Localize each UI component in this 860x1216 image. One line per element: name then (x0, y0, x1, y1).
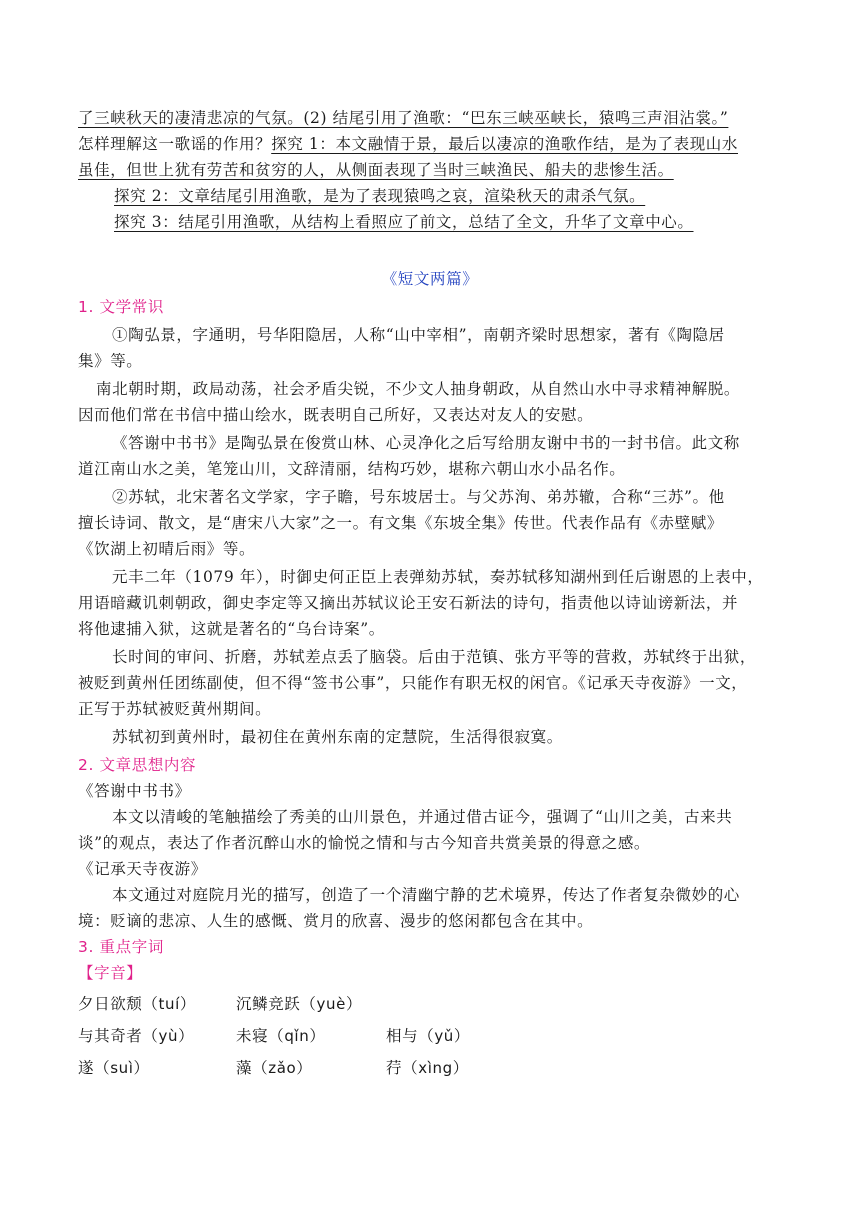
word-pinyin: yù (158, 1027, 179, 1045)
word-text: 荇 (386, 1059, 403, 1077)
para-shenwen-1: 长时间的审问、折磨，苏轼差点丢了脑袋。后由于范镇、张方平等的营救，苏轼终于出狱， (112, 648, 757, 666)
word-pinyin: suì (110, 1059, 134, 1077)
para-sushi-3: 《饮湖上初晴后雨》等。 (78, 540, 256, 558)
word-item: 夕日欲颓（tuí） (78, 995, 196, 1013)
word-text: 相与 (386, 1027, 419, 1045)
word-item: 沉鳞竞跃（yuè） (236, 995, 363, 1013)
word-pinyin: qǐn (284, 1027, 310, 1045)
word-pinyin: yuè (316, 995, 346, 1013)
para-shenwen-3: 正写于苏轼被贬黄州期间。 (78, 700, 272, 718)
para-daxie-2: 道江南山水之美，笔笼山川，文辞清丽，结构巧妙，堪称六朝山水小品名作。 (78, 460, 626, 478)
word-pinyin: yǔ (434, 1027, 454, 1045)
para-yuanfeng-3: 将他逮捕入狱，这就是著名的“乌台诗案”。 (78, 620, 385, 638)
word-text: 未寝 (236, 1027, 269, 1045)
para-nanbei-1: 南北朝时期，政局动荡，社会矛盾尖锐，不少文人抽身朝政，从自然山水中寻求精神解脱。 (96, 380, 741, 398)
para-tao-1: ①陶弘景，字通明，号华阳隐居，人称“山中宰相”，南朝齐梁时思想家，著有《陶隐居 (112, 326, 725, 344)
para-daxie-1: 《答谢中书书》是陶弘景在俊赏山林、心灵净化之后写给朋友谢中书的一封书信。此文称 (112, 434, 740, 452)
subhead-daxie: 《答谢中书书》 (78, 782, 191, 800)
word-item: 藻（zǎo） (236, 1059, 313, 1077)
section-title: 《短文两篇》 (381, 270, 479, 288)
word-item: 相与（yǔ） (386, 1027, 471, 1045)
para-shenwen-2: 被贬到黄州任团练副使，但不得“签书公事”，只能作有职无权的闲官。《记承天寺夜游》一文， (78, 674, 748, 692)
para-sushi-2: 擅长诗词、散文，是“唐宋八大家”之一。有文集《东坡全集》传世。代表作品有《赤壁赋》 (78, 514, 723, 532)
para-sushi-1: ②苏轼，北宋著名文学家，字子瞻，号东坡居士。与父苏洵、弟苏辙，合称“三苏”。他 (112, 488, 725, 506)
top-line-4: 探究 2：文章结尾引用渔歌，是为了表现猿鸣之哀，渲染秋天的肃杀气氛。 (114, 187, 646, 205)
top-line-5: 探究 3：结尾引用渔歌，从结构上看照应了前文，总结了全文，升华了文章中心。 (114, 213, 694, 231)
para-yuanfeng-2: 用语暗藏讥刺朝政，御史李定等又摘出苏轼议论王安石新法的诗句，指责他以诗讪谤新法，并 (78, 594, 739, 612)
word-item: 未寝（qǐn） (236, 1027, 326, 1045)
word-text: 与其奇者 (78, 1027, 143, 1045)
heading-key-words: 3. 重点字词 (78, 938, 164, 956)
para-huangzhou: 苏轼初到黄州时，最初住在黄州东南的定慧院，生活得很寂寞。 (112, 728, 563, 746)
para-tao-2: 集》等。 (78, 352, 143, 370)
para-yuanfeng-1: 元丰二年（1079 年），时御史何正臣上表弹劾苏轼，奏苏轼移知湖州到任后谢恩的上表中， (112, 568, 764, 586)
word-item: 与其奇者（yù） (78, 1027, 195, 1045)
para-chengtian-content-1: 本文通过对庭院月光的描写，创造了一个清幽宁静的艺术境界，传达了作者复杂微妙的心 (112, 886, 740, 904)
word-text: 夕日欲颓 (78, 995, 143, 1013)
subhead-chengtian: 《记承天寺夜游》 (78, 860, 207, 878)
top-line-1: 了三峡秋天的凄清悲凉的气氛。(2) 结尾引用了渔歌：“巴东三峡巫峡长，猿鸣三声泪沾裳。” (78, 109, 729, 127)
heading-literary-knowledge: 1. 文学常识 (78, 298, 164, 316)
para-daxie-content-1: 本文以清峻的笔触描绘了秀美的山川景色，并通过借古证今，强调了“山川之美，古来共 (112, 808, 733, 826)
tag-pronunciation: 【字音】 (78, 964, 143, 982)
word-text: 遂 (78, 1059, 95, 1077)
heading-content: 2. 文章思想内容 (78, 756, 197, 774)
word-pinyin: xìng (418, 1059, 453, 1077)
word-item: 遂（suì） (78, 1059, 150, 1077)
top-line-3: 虽佳，但世上犹有劳苦和贫穷的人，从侧面表现了当时三峡渔民、船夫的悲惨生活。 (78, 161, 674, 179)
word-text: 藻 (236, 1059, 253, 1077)
top-line-2-text: 怎样理解这一歌谣的作用？探究 1：本文融情于景，最后以凄凉的渔歌作结，是为了表现山水 (78, 135, 738, 153)
para-chengtian-content-2: 境：贬谪的悲凉、人生的感慨、赏月的欣喜、漫步的悠闲都包含在其中。 (78, 912, 594, 930)
para-nanbei-2: 因而他们常在书信中描山绘水，既表明自己所好，又表达对友人的安慰。 (78, 406, 594, 424)
para-daxie-content-2: 谈”的观点，表达了作者沉醉山水的愉悦之情和与古今知音共赏美景的得意之感。 (78, 834, 651, 852)
word-pinyin: tuí (158, 995, 180, 1013)
word-pinyin: zǎo (268, 1059, 297, 1077)
word-text: 沉鳞竞跃 (236, 995, 301, 1013)
word-item: 荇（xìng） (386, 1059, 469, 1077)
top-line-2 (78, 133, 808, 155)
